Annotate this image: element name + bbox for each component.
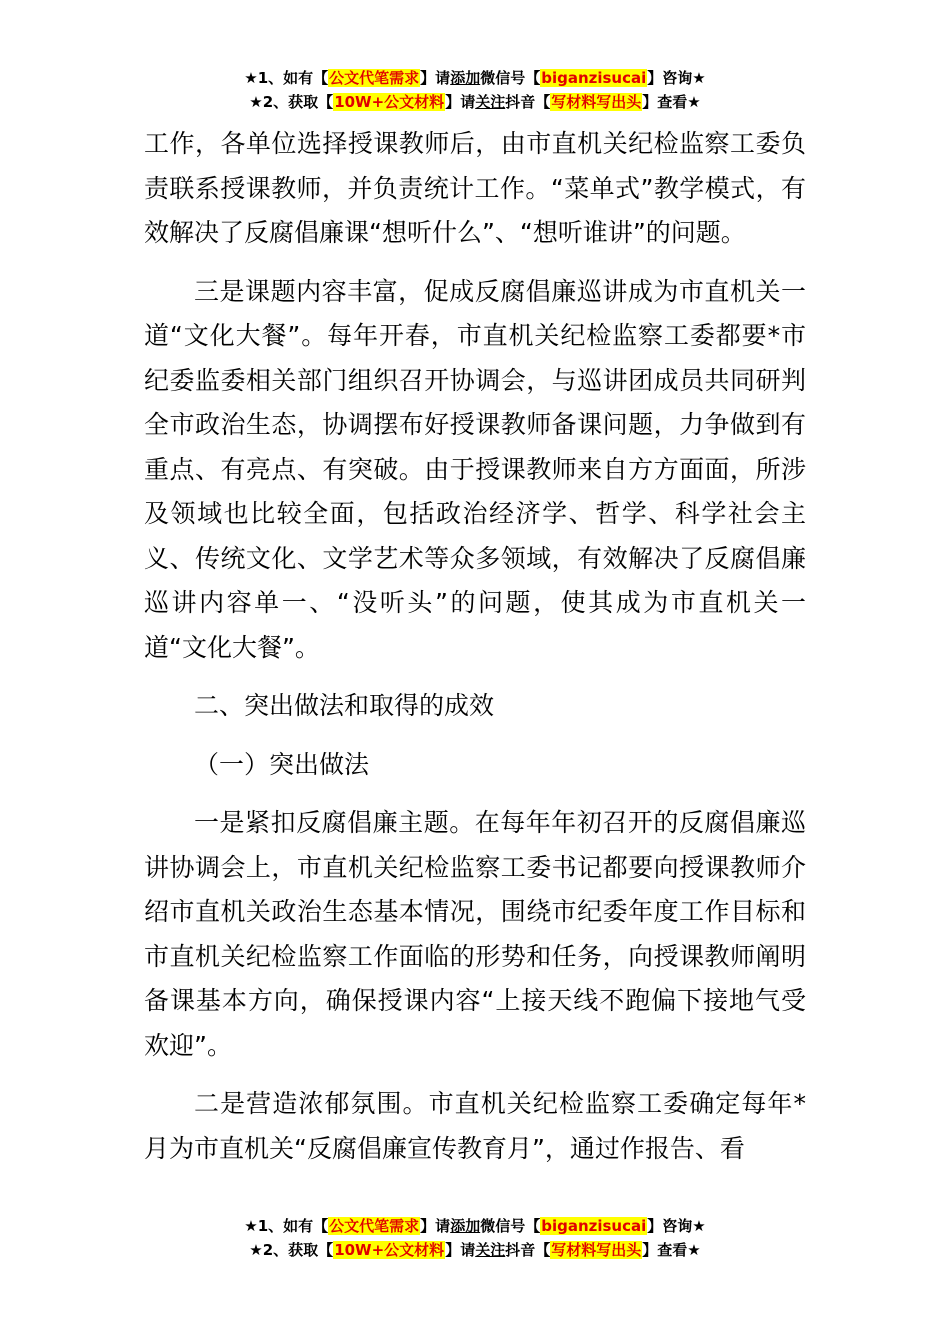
highlight-materials: 10W+公文材料 [334,1241,445,1259]
header-line-1: ★1、如有【公文代笔需求】请添加微信号【biganzisucai】咨询★ [244,69,706,87]
highlight-douyin-account: 写材料写出头 [551,1241,642,1259]
highlight-materials: 10W+公文材料 [334,93,445,111]
section-heading: 二、突出做法和取得的成效 [194,691,495,720]
document-body [144,122,806,1171]
highlight-writing-service: 公文代笔需求 [329,1217,420,1235]
highlight-wechat-id: biganzisucai [541,69,647,87]
paragraph-atmosphere: 二是营造浓郁氛围。市直机关纪检监察工委确定每年*月为市直机关“反腐倡廉宣传教育月”，通过作报告、看 [144,1089,806,1163]
header-banner [0,66,950,114]
paragraph-topic-content: 三是课题内容丰富，促成反腐倡廉巡讲成为市直机关一道“文化大餐”。每年开春，市直机关纪检监察工委都要*市纪委监委相关部门组织召开协调会，与巡讲团成员共同研判全市政治生态，协调摆布好授课教师备课问题，力争做到有重点、有亮点、有突破。由于授课教师来自方方面面，所涉及领域也比较全面，包括政治经济学、哲学、科学社会主义、传统文化、文学艺术等众多领域，有效解决了反腐倡廉巡讲内容单一、“没听头”的问题，使其成为市直机关一道“文化大餐”。 [144,276,806,662]
footer-banner [0,1214,950,1262]
subsection-heading: （一）突出做法 [194,749,370,779]
footer-line-1: ★1、如有【公文代笔需求】请添加微信号【biganzisucai】咨询★ [244,1217,706,1235]
highlight-wechat-id: biganzisucai [541,1217,647,1235]
paragraph-continuation: 工作，各单位选择授课教师后，由市直机关纪检监察工委负责联系授课教师，并负责统计工作。“菜单式”教学模式，有效解决了反腐倡廉课“想听什么”、“想听谁讲”的问题。 [144,129,806,247]
footer-line-2: ★2、获取【10W+公文材料】请关注抖音【写材料写出头】查看★ [249,1241,701,1259]
paragraph-theme: 一是紧扣反腐倡廉主题。在每年年初召开的反腐倡廉巡讲协调会上，市直机关纪检监察工委书记都要向授课教师介绍市直机关政治生态基本情况，围绕市纪委年度工作目标和市直机关纪检监察工作面临的形势和任务，向授课教师阐明备课基本方向，确保授课内容“上接天线不跑偏下接地气受欢迎”。 [144,808,806,1060]
highlight-writing-service: 公文代笔需求 [329,69,420,87]
header-line-2: ★2、获取【10W+公文材料】请关注抖音【写材料写出头】查看★ [249,93,701,111]
highlight-douyin-account: 写材料写出头 [551,93,642,111]
